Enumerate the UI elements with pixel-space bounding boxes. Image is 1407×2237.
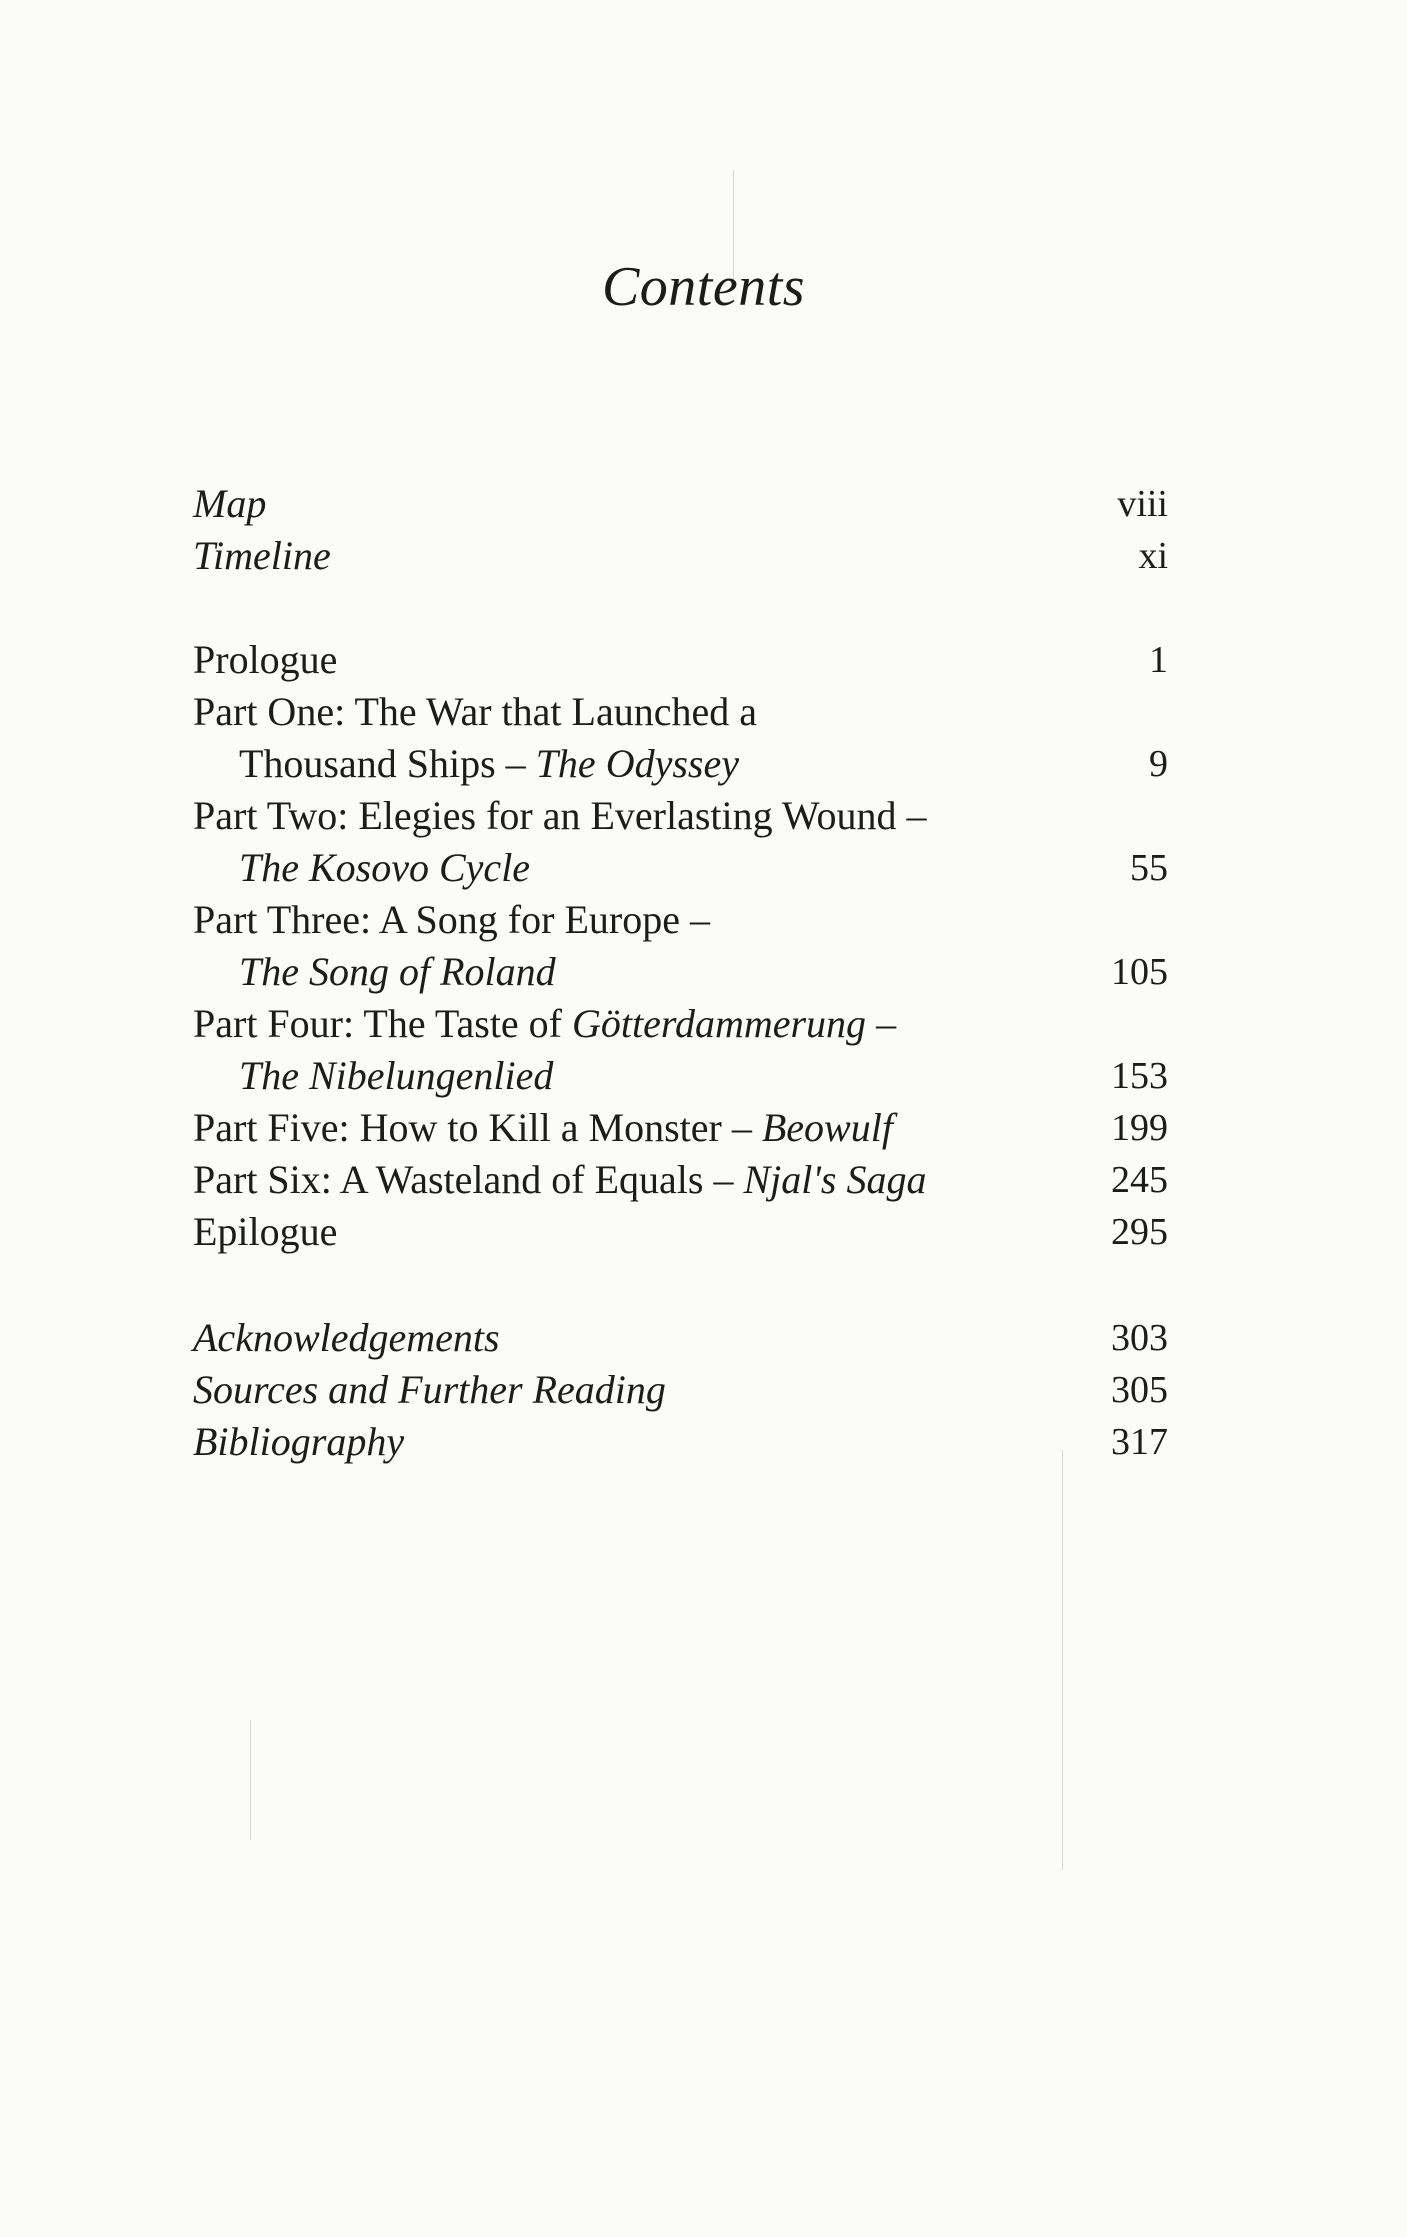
- toc-entry-prologue[interactable]: [193, 634, 1168, 686]
- toc-page-number: 303: [1111, 1317, 1168, 1359]
- front-matter-list: [193, 478, 1168, 582]
- toc-page-number: 199: [1111, 1107, 1168, 1149]
- toc-entry-text: Thousand Ships –: [239, 741, 536, 786]
- toc-entry-text: Part Six: A Wasteland of Equals –: [193, 1157, 744, 1202]
- toc-entry-label-continued: [239, 738, 739, 790]
- toc-entry-part-two-line2[interactable]: [193, 842, 1168, 894]
- toc-entry-part-four-line2[interactable]: [193, 1050, 1168, 1102]
- toc-entry-label: [193, 1154, 926, 1206]
- toc-entry-label: Bibliography: [193, 1419, 405, 1464]
- toc-page-number: 105: [1111, 951, 1168, 993]
- toc-entry-label: Part One: The War that Launched a: [193, 689, 757, 734]
- toc-entry-label: Timeline: [193, 533, 331, 578]
- toc-entry-text: –: [866, 1001, 897, 1046]
- toc-entry-work-title: Njal's Saga: [743, 1157, 927, 1202]
- toc-entry-part-one-line1[interactable]: [193, 686, 1168, 738]
- back-matter-list: [193, 1312, 1168, 1468]
- paper-mark: [1062, 1450, 1063, 1870]
- toc-page-number: viii: [1117, 483, 1168, 525]
- toc-entry-work-title: The Nibelungenlied: [239, 1053, 554, 1098]
- toc-entry-map[interactable]: [193, 478, 1168, 530]
- toc-entry-text: Part Five: How to Kill a Monster –: [193, 1105, 762, 1150]
- toc-page-number: 317: [1111, 1421, 1168, 1463]
- toc-entry-label: Part Two: Elegies for an Everlasting Wound –: [193, 793, 927, 838]
- toc-entry-sources[interactable]: [193, 1364, 1168, 1416]
- toc-page-number: 305: [1111, 1369, 1168, 1411]
- toc-entry-part-five[interactable]: [193, 1102, 1168, 1154]
- toc-page-number: 1: [1149, 639, 1168, 681]
- toc-entry-part-one-line2[interactable]: [193, 738, 1168, 790]
- toc-entry-label: Map: [193, 481, 267, 526]
- toc-page-number: 55: [1130, 847, 1168, 889]
- toc-entry-label: [193, 1102, 893, 1154]
- toc-entry-part-four-line1[interactable]: [193, 998, 1168, 1050]
- toc-entry-work-title: Beowulf: [761, 1105, 893, 1150]
- toc-entry-label: Prologue: [193, 637, 338, 682]
- toc-entry-part-six[interactable]: [193, 1154, 1168, 1206]
- toc-entry-work-title: The Odyssey: [535, 741, 739, 786]
- toc-entry-work-title: Götterdammerung: [572, 1001, 867, 1046]
- toc-entry-part-three-line1[interactable]: [193, 894, 1168, 946]
- paper-mark: [250, 1720, 251, 1840]
- toc-entry-text: Part Four: The Taste of: [193, 1001, 573, 1046]
- toc-entry-work-title: The Kosovo Cycle: [239, 845, 531, 890]
- toc-entry-part-two-line1[interactable]: [193, 790, 1168, 842]
- page-title: Contents: [601, 256, 806, 318]
- toc-entry-label: Epilogue: [193, 1209, 338, 1254]
- toc-entry-label: Part Three: A Song for Europe –: [193, 897, 710, 942]
- toc-entry-label: [193, 998, 896, 1050]
- toc-page-number: xi: [1138, 535, 1168, 577]
- toc-page-number: 153: [1111, 1055, 1168, 1097]
- toc-entry-timeline[interactable]: [193, 530, 1168, 582]
- toc-entry-acknowledgements[interactable]: [193, 1312, 1168, 1364]
- toc-entry-label: Sources and Further Reading: [193, 1367, 666, 1412]
- toc-entry-part-three-line2[interactable]: [193, 946, 1168, 998]
- toc-entry-epilogue[interactable]: [193, 1206, 1168, 1258]
- toc-entry-work-title: The Song of Roland: [239, 949, 556, 994]
- toc-page-number: 245: [1111, 1159, 1168, 1201]
- toc-page-number: 295: [1111, 1211, 1168, 1253]
- toc-page-number: 9: [1149, 743, 1168, 785]
- toc-entry-label: Acknowledgements: [193, 1315, 500, 1360]
- chapter-list: [193, 634, 1168, 1258]
- toc-entry-bibliography[interactable]: [193, 1416, 1168, 1468]
